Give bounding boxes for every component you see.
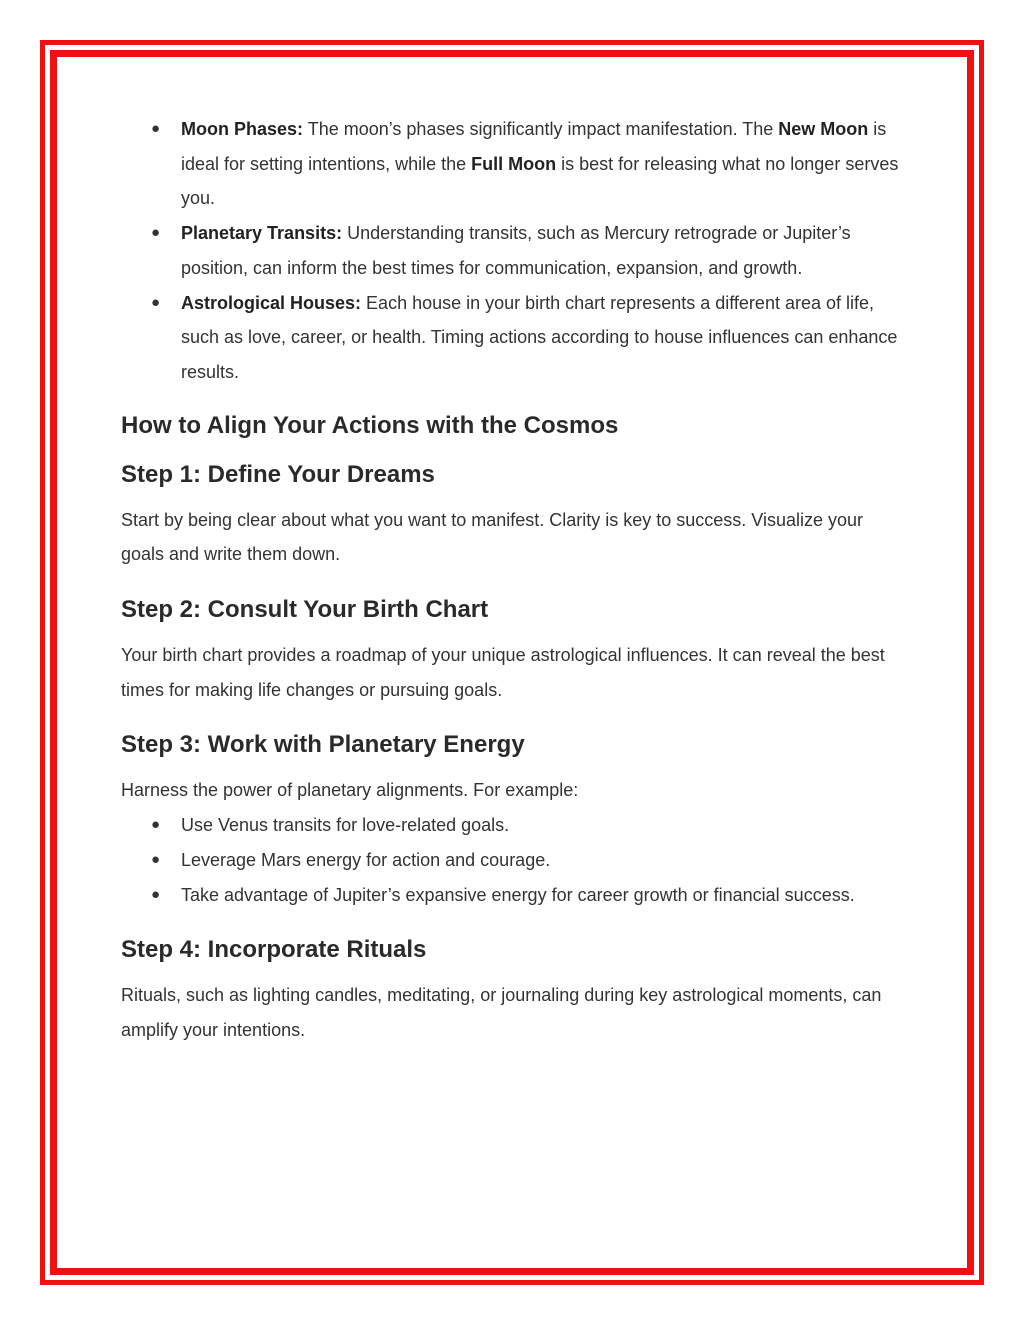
- planetary-energy-list: [121, 808, 911, 912]
- list-item-label: Astrological Houses:: [181, 292, 362, 313]
- step-2-heading: Step 2: Consult Your Birth Chart: [121, 596, 489, 624]
- step-3-heading: Step 3: Work with Planetary Energy: [121, 731, 525, 759]
- list-item-label: Planetary Transits:: [181, 223, 343, 244]
- step-1-heading: Step 1: Define Your Dreams: [121, 460, 435, 488]
- list-item: ● Leverage Mars energy for action and courage.: [121, 843, 911, 878]
- list-item-astrological-houses: ● Astrological Houses: Each house in your birth chart represents a different area of life, such as love, career, or health. Timing actions according to house influences can enhance results.: [121, 286, 911, 390]
- bullet-icon: ●: [151, 293, 161, 311]
- step-4-paragraph: Rituals, such as lighting candles, meditating, or journaling during key astrological moments, can amplify your intentions.: [121, 985, 882, 1040]
- list-item-planetary-transits: ● Planetary Transits: Understanding transits, such as Mercury retrograde or Jupiter’s position, can inform the best times for communication, expansion, and growth.: [121, 216, 911, 285]
- bullet-icon: ●: [151, 885, 161, 903]
- step-4-heading: Step 4: Incorporate Rituals: [121, 936, 427, 964]
- step-1-paragraph: Start by being clear about what you want to manifest. Clarity is key to success. Visualize your goals and write them down.: [121, 509, 864, 565]
- bullet-icon: ●: [151, 120, 161, 137]
- list-item: ● Take advantage of Jupiter’s expansive energy for career growth or financial success.: [121, 878, 911, 913]
- step-2-paragraph: Your birth chart provides a roadmap of your unique astrological influences. It can reveal the best times for making life changes or pursuing goals.: [121, 645, 885, 700]
- list-item-moon-phases: ● Moon Phases: The moon’s phases significantly impact manifestation. The New Moon is ideal for setting intentions, while the Full Moon is best for releasing what no longer serves you.: [121, 112, 911, 216]
- bullet-icon: ●: [151, 224, 161, 242]
- bullet-icon: ●: [151, 850, 161, 868]
- list-item: ● Use Venus transits for love-related goals.: [121, 808, 911, 843]
- step-3-paragraph: Harness the power of planetary alignments. For example:: [121, 780, 579, 801]
- astrology-factors-list: [121, 112, 911, 390]
- document-content: [121, 112, 911, 1048]
- list-item-label: Moon Phases:: [181, 119, 304, 139]
- section-heading: How to Align Your Actions with the Cosmos: [121, 411, 619, 439]
- bullet-icon: ●: [151, 816, 161, 834]
